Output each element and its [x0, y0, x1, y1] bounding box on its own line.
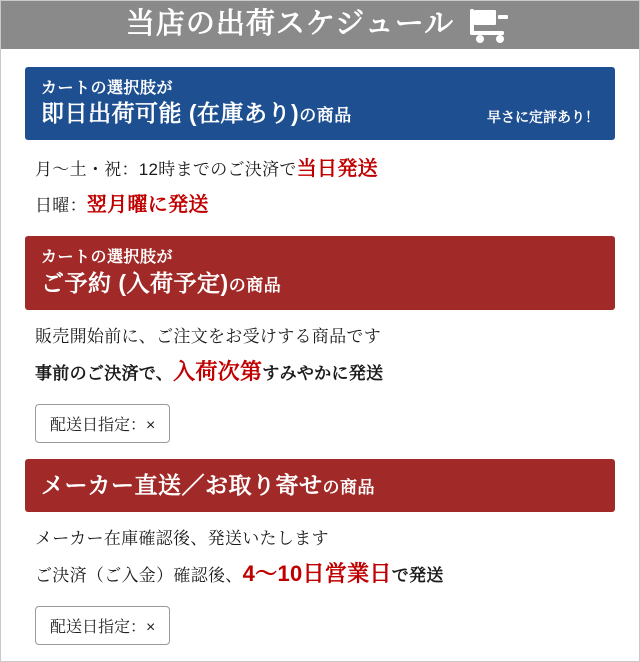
detail-line: [35, 355, 605, 388]
section-band-direct-ship: [25, 459, 615, 511]
band-title: [41, 269, 281, 299]
delivery-date-tag: 配送日指定：×: [35, 404, 170, 443]
band-title-main: 即日出荷可能 (在庫あり): [41, 100, 300, 127]
band-text-group: [41, 472, 375, 498]
detail-emphasis: 当日発送: [296, 158, 378, 181]
page-title: 当店の出荷スケジュール: [125, 8, 455, 41]
detail-prefix: 事前のご決済で、: [35, 364, 174, 384]
detail-line: [35, 557, 605, 590]
details-same-day: [25, 140, 615, 236]
section-band-preorder: [25, 236, 615, 309]
detail-prefix: ご決済（ご入金）確認後、: [35, 566, 243, 585]
band-text-group: [41, 247, 281, 298]
detail-line: [35, 190, 605, 220]
band-note: 早さに定評あり！: [487, 109, 599, 126]
section-direct-ship: [25, 459, 615, 661]
detail-line: [35, 324, 605, 350]
detail-prefix: 販売開始前に、ご注文をお受けする商品です: [35, 326, 381, 346]
detail-emphasis: 翌月曜に発送: [86, 194, 209, 217]
band-text-group: [41, 78, 352, 129]
details-direct-ship: [25, 512, 615, 662]
band-subtitle: カートの選択肢が: [41, 249, 174, 267]
detail-prefix: 日曜：: [35, 196, 87, 216]
detail-emphasis: 4～10日営業日: [242, 561, 392, 586]
band-subtitle: カートの選択肢が: [41, 79, 174, 97]
band-title-main: ご予約 (入荷予定): [41, 269, 229, 296]
band-title: [41, 99, 352, 129]
band-title: [41, 472, 375, 498]
band-title-suffix: の商品: [322, 478, 376, 498]
page-header: [1, 1, 639, 49]
details-preorder: [25, 310, 615, 460]
detail-suffix: すみやかに発送: [262, 364, 384, 384]
detail-prefix: メーカー在庫確認後、発送いたします: [35, 528, 329, 548]
delivery-date-tag: 配送日指定：×: [35, 606, 170, 645]
section-same-day: [25, 67, 615, 236]
section-band-same-day: [25, 67, 615, 140]
detail-prefix: 月～土・祝：12時までのご決済で: [35, 160, 297, 180]
schedule-content: [1, 49, 639, 661]
detail-line: [35, 154, 605, 184]
band-title-suffix: の商品: [299, 106, 352, 126]
band-title-suffix: の商品: [228, 275, 282, 295]
band-title-main: メーカー直送／お取り寄せ: [41, 472, 323, 499]
detail-emphasis: 入荷次第: [173, 359, 263, 385]
section-preorder: [25, 236, 615, 459]
detail-suffix: で発送: [391, 566, 444, 585]
detail-line: [35, 526, 605, 552]
hand-truck-icon: [468, 7, 514, 43]
